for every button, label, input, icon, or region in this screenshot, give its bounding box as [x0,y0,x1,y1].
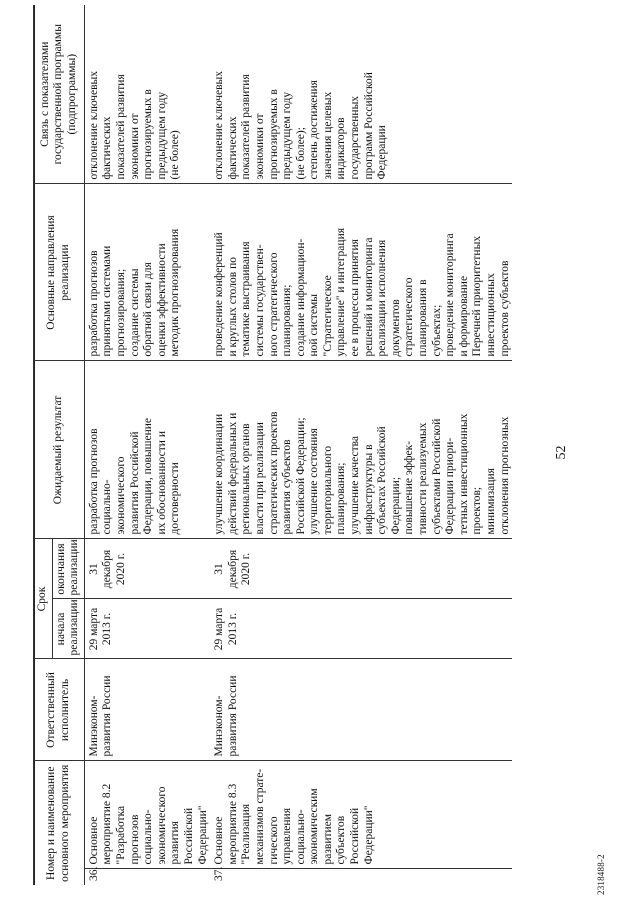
table-row [210,5,512,885]
main-directions: разработка прогнозов принятыми системами прогнозирования; создание системы обратной связи для оценки эффективности методик прогнозирования [84,184,210,361]
page-number: 52 [554,445,569,460]
measure-name: Основное мероприятие 8.3 "Реализация механизмов страте- гического управления социально- экономическим развитием субъектов Российской Федерации" [210,761,512,869]
expected-result: улучшение координации действий федеральных и региональных органов власти при реализации стратегических проектов развития субъектов Российской Федерации; улучшение состояния территориального планирования; улучшение качества инфраструктуры в субъектах Российской Федерации; повышение эффек- тивности реализуемых субъектами Российской Федерации приори- тетных инвестиционных проектов; минимизация отклонения прогнозных [210,361,512,539]
end-date: 31 декабря 2020 г. [210,539,512,599]
header-executor: Ответственный исполнитель [34,659,85,761]
start-date: 29 марта 2013 г. [84,599,210,659]
table-row [84,5,210,885]
executor-cell: Минэконом- развития России [210,659,512,761]
header-result: Ожидаемый результат [34,361,85,539]
header-end: окончания реализации [52,539,84,599]
expected-result: разработка прогнозов социально- экономического развития Российской Федерации, повышение их обоснованности и достоверности [84,361,210,539]
main-directions: проведение конференций и круглых столов по тематике выстраивания системы государствен- ного стратегического планирования; создание информацион- ной системы "Стратегическое управление" и интеграция ее в процессы принятия решений и мониторинга реализации исполнения документов стратегического планирования в субъектах; проведение мониторинга и формирование Перечней приоритетных инвестиционных проектов субъектов [210,184,512,361]
start-date: 29 марта 2013 г. [210,599,512,659]
measures-table [33,5,512,885]
row-number: 37. [210,869,512,885]
header-link: Связь с показателями государственной программы (подпрограммы) [34,5,85,184]
header-directions: Основные направления реализации [34,184,85,361]
header-start: начала реализации [52,599,84,659]
header-term: Срок [34,539,53,659]
indicator-link: отклонение ключевых фактических показателей развития экономики от прогнозируемых в предыдущем году (не более) [84,5,210,184]
document-code: 2318488-2 [596,854,606,895]
header-name: Номер и наименование основного мероприятия [34,761,85,885]
indicator-link: отклонение ключевых фактических показателей развития экономики от прогнозируемых в предыдущем году (не более); степень достижения значения целевых индикаторов государственных программ Российской Федерации [210,5,512,184]
measure-name: Основное мероприятие 8.2 "Разработка прогнозов социально- экономического развития Российской Федерации" [84,761,210,869]
executor-cell: Минэконом- развития России [84,659,210,761]
end-date: 31 декабря 2020 г. [84,539,210,599]
row-number: 36. [84,869,210,885]
